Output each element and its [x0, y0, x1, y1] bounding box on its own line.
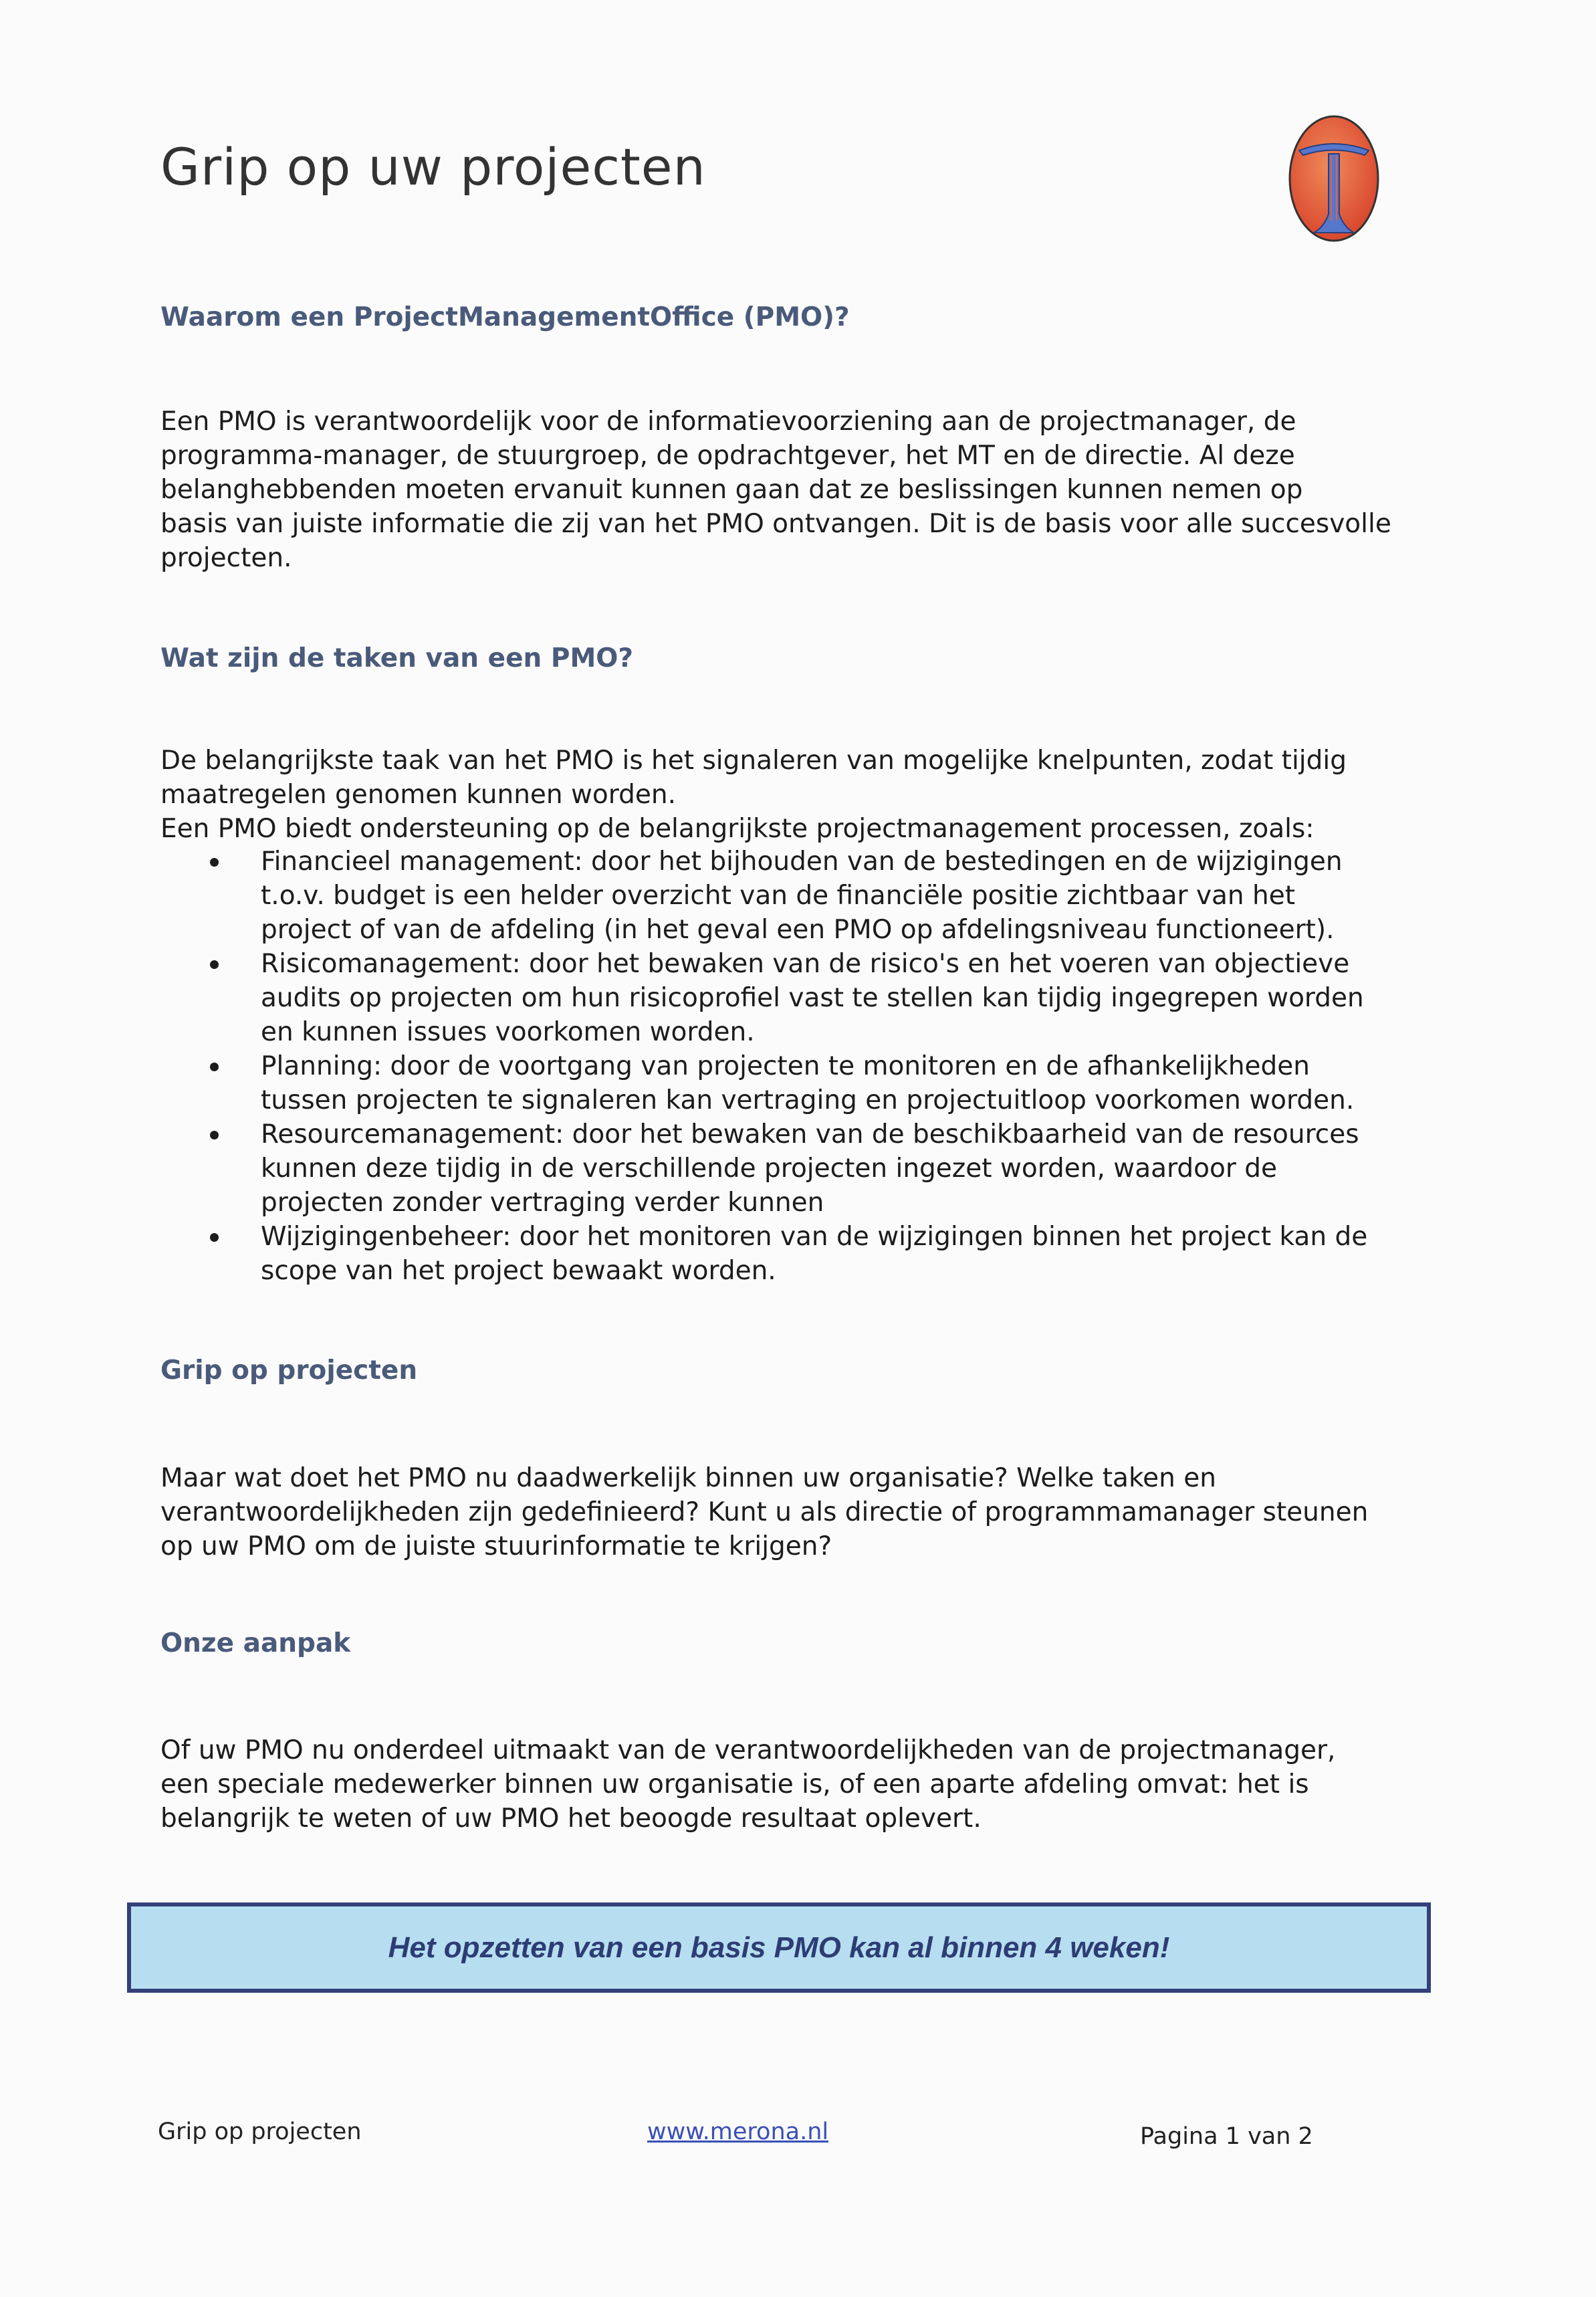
list-item: Financieel management: door het bijhouden van de bestedingen en de wijzigingen t.o.v. budget is een helder overzicht van de financiële positie zichtbaar van het project of van de afdeling (in het geval een PMO op afdelingsniveau functioneert). [160, 845, 1471, 947]
callout-box [127, 1902, 1431, 1993]
bullet-icon [210, 1131, 219, 1139]
section-paragraph-approach: Of uw PMO nu onderdeel uitmaakt van de verantwoordelijkheden van de projectmanager, een speciale medewerker binnen uw organisatie is, of een aparte afdeling omvat: het is belangrijk te weten of uw PMO het beoogde resultaat oplevert. [160, 1735, 1336, 1834]
list-item: Planning: door de voortgang van projecten te monitoren en de afhankelijkheden tussen projecten te signaleren kan vertraging en projectuitloop voorkomen worden. [160, 1049, 1471, 1117]
pmo-tasks-list [160, 845, 1471, 1288]
footer-title: Grip op projecten [158, 2118, 362, 2145]
section-heading-pmo-tasks: Wat zijn de taken van een PMO? [160, 643, 634, 673]
list-item: Resourcemanagement: door het bewaken van de beschikbaarheid van de resources kunnen deze tijdig in de verschillende projecten ingezet worden, waardoor de projecten zonder vertraging verder kunnen [160, 1117, 1471, 1220]
page-title: Grip op uw projecten [160, 137, 706, 197]
footer-website-link[interactable]: www.merona.nl [647, 2118, 829, 2145]
bullet-icon [210, 960, 219, 969]
list-item: Risicomanagement: door het bewaken van de risico's en het voeren van objectieve audits op projecten om hun risicoprofiel vast te stellen kan tijdig ingegrepen worden en kunnen issues voorkomen worden. [160, 947, 1471, 1049]
section-heading-why-pmo: Waarom een ProjectManagementOffice (PMO)? [160, 302, 850, 332]
section-paragraph-grip: Maar wat doet het PMO nu daadwerkelijk binnen uw organisatie? Welke taken en verantwoordelijkheden zijn gedefinieerd? Kunt u als directie of programmamanager steunen op uw PMO om de juiste stuurinformatie te krijgen? [160, 1463, 1369, 1561]
list-item: Wijzigingenbeheer: door het monitoren van de wijzigingen binnen het project kan de scope van het project bewaakt worden. [160, 1220, 1471, 1288]
bullet-icon [210, 1063, 219, 1071]
callout-text: Het opzetten van een basis PMO kan al binnen 4 weken! [388, 1931, 1170, 1964]
bullet-icon [210, 1233, 219, 1242]
footer-page-number: Pagina 1 van 2 [1140, 2123, 1313, 2150]
section-heading-approach: Onze aanpak [160, 1628, 351, 1658]
section-paragraph-pmo-tasks: De belangrijkste taak van het PMO is het signaleren van mogelijke knelpunten, zodat tijdig maatregelen genomen kunnen worden. Een PMO biedt ondersteuning op de belangrijkste projectmanagement processen, zoals: [160, 746, 1347, 844]
section-paragraph-why-pmo: Een PMO is verantwoordelijk voor de informatievoorziening aan de projectmanager, de programma-manager, de stuurgroep, de opdrachtgever, het MT en de directie. Al deze belanghebbenden moeten ervanuit kunnen gaan dat ze beslissingen kunnen nemen op basis van juiste informatie die zij van het PMO ontvangen. Dit is de basis voor alle succesvolle projecten. [160, 407, 1391, 573]
bullet-icon [210, 858, 219, 867]
merona-logo-icon [1287, 114, 1381, 244]
section-heading-grip: Grip op projecten [160, 1355, 418, 1386]
